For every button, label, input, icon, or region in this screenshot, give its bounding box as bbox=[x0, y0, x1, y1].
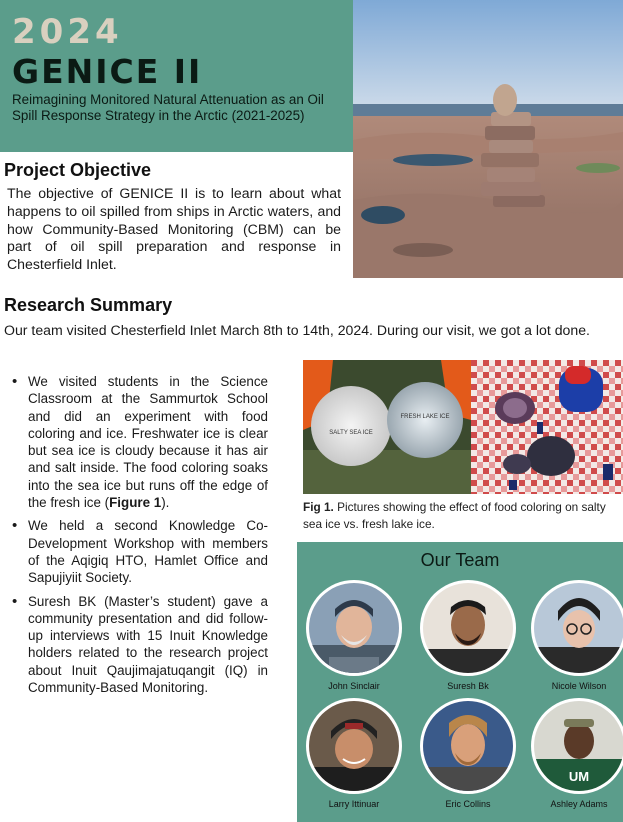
member-name: John Sinclair bbox=[328, 681, 380, 691]
bullet-item bbox=[8, 593, 268, 697]
member-name: Ashley Adams bbox=[550, 799, 608, 809]
project-subtitle: Reimagining Monitored Natural Attenuation as an Oil Spill Response Strategy in the Arctic (2021-2025) bbox=[12, 92, 324, 123]
team-panel bbox=[297, 542, 623, 822]
figure-caption-text: Pictures showing the effect of food coloring on salty sea ice vs. fresh lake ice. bbox=[303, 500, 606, 531]
member-name: Suresh Bk bbox=[447, 681, 489, 691]
figure-reference: Figure 1 bbox=[109, 495, 162, 511]
member-name: Nicole Wilson bbox=[551, 681, 607, 691]
portrait-nicole-wilson bbox=[534, 583, 623, 673]
avatar bbox=[531, 580, 623, 676]
bullet-item bbox=[8, 517, 268, 586]
team-member bbox=[304, 698, 404, 809]
team-heading: Our Team bbox=[420, 550, 500, 570]
team-member bbox=[529, 698, 623, 809]
avatar bbox=[531, 698, 623, 794]
figure-caption bbox=[303, 499, 623, 533]
team-member bbox=[304, 580, 404, 691]
summary-heading: Research Summary bbox=[4, 295, 173, 315]
header-banner bbox=[0, 0, 353, 152]
shirt-logo-text: UM bbox=[568, 769, 590, 784]
cairn-photo bbox=[353, 0, 623, 278]
portrait-ashley-adams bbox=[534, 701, 623, 791]
objective-heading: Project Objective bbox=[4, 160, 152, 180]
bullet-text-end: ). bbox=[161, 495, 170, 511]
bullet-item bbox=[8, 373, 268, 511]
member-name: Eric Collins bbox=[445, 799, 491, 809]
team-member bbox=[418, 580, 518, 691]
avatar bbox=[306, 580, 402, 676]
bullet-text: We visited students in the Science Classroom at the Sammurtok School and did an experiment with food coloring and ice. Freshwater ice is clear but sea ice is cloudy because it has air and salt inside. The food coloring soaks into the sea ice but runs off the edge of the fresh ice ( bbox=[28, 374, 268, 511]
portrait-eric-collins bbox=[423, 701, 513, 791]
project-title: GENICE II bbox=[12, 52, 203, 91]
fresh-lake-ice-label: FRESH LAKE ICE bbox=[400, 414, 450, 420]
team-member bbox=[529, 580, 623, 691]
ice-experiment-photo bbox=[303, 360, 623, 494]
objective-paragraph: The objective of GENICE II is to learn about what happens to oil spilled from ships in Arctic waters, and how Community-Based Monitoring (CBM) can be part of oil spill preparation and response in Chesterfield Inlet. bbox=[7, 185, 341, 273]
figure-label: Fig 1. bbox=[303, 500, 334, 514]
summary-intro: Our team visited Chesterfield Inlet March 8th to 14th, 2024. During our visit, we got a lot done. bbox=[4, 322, 590, 338]
avatar bbox=[420, 698, 516, 794]
team-member bbox=[418, 698, 518, 809]
bullet-text: Suresh BK (Master’s student) gave a community presentation and did follow-up interviews with 15 Inuit Knowledge holders related to the research project about Inuit Qaujimajatuqangit (IQ) in Community-Based Monitoring. bbox=[28, 593, 268, 696]
portrait-john-sinclair bbox=[309, 583, 399, 673]
avatar bbox=[420, 580, 516, 676]
salty-sea-ice-label: SALTY SEA ICE bbox=[329, 430, 373, 436]
avatar bbox=[306, 698, 402, 794]
year-label: 2024 bbox=[12, 12, 123, 52]
summary-bullet-list bbox=[8, 373, 268, 702]
bullet-text: We held a second Knowledge Co-Development Workshop with members of the Aqigiq HTO, Hamlet Office and Sapujiyiit Society. bbox=[28, 518, 268, 586]
portrait-suresh-bk bbox=[423, 583, 513, 673]
member-name: Larry Ittinuar bbox=[328, 799, 380, 809]
portrait-larry-ittinuar bbox=[309, 701, 399, 791]
